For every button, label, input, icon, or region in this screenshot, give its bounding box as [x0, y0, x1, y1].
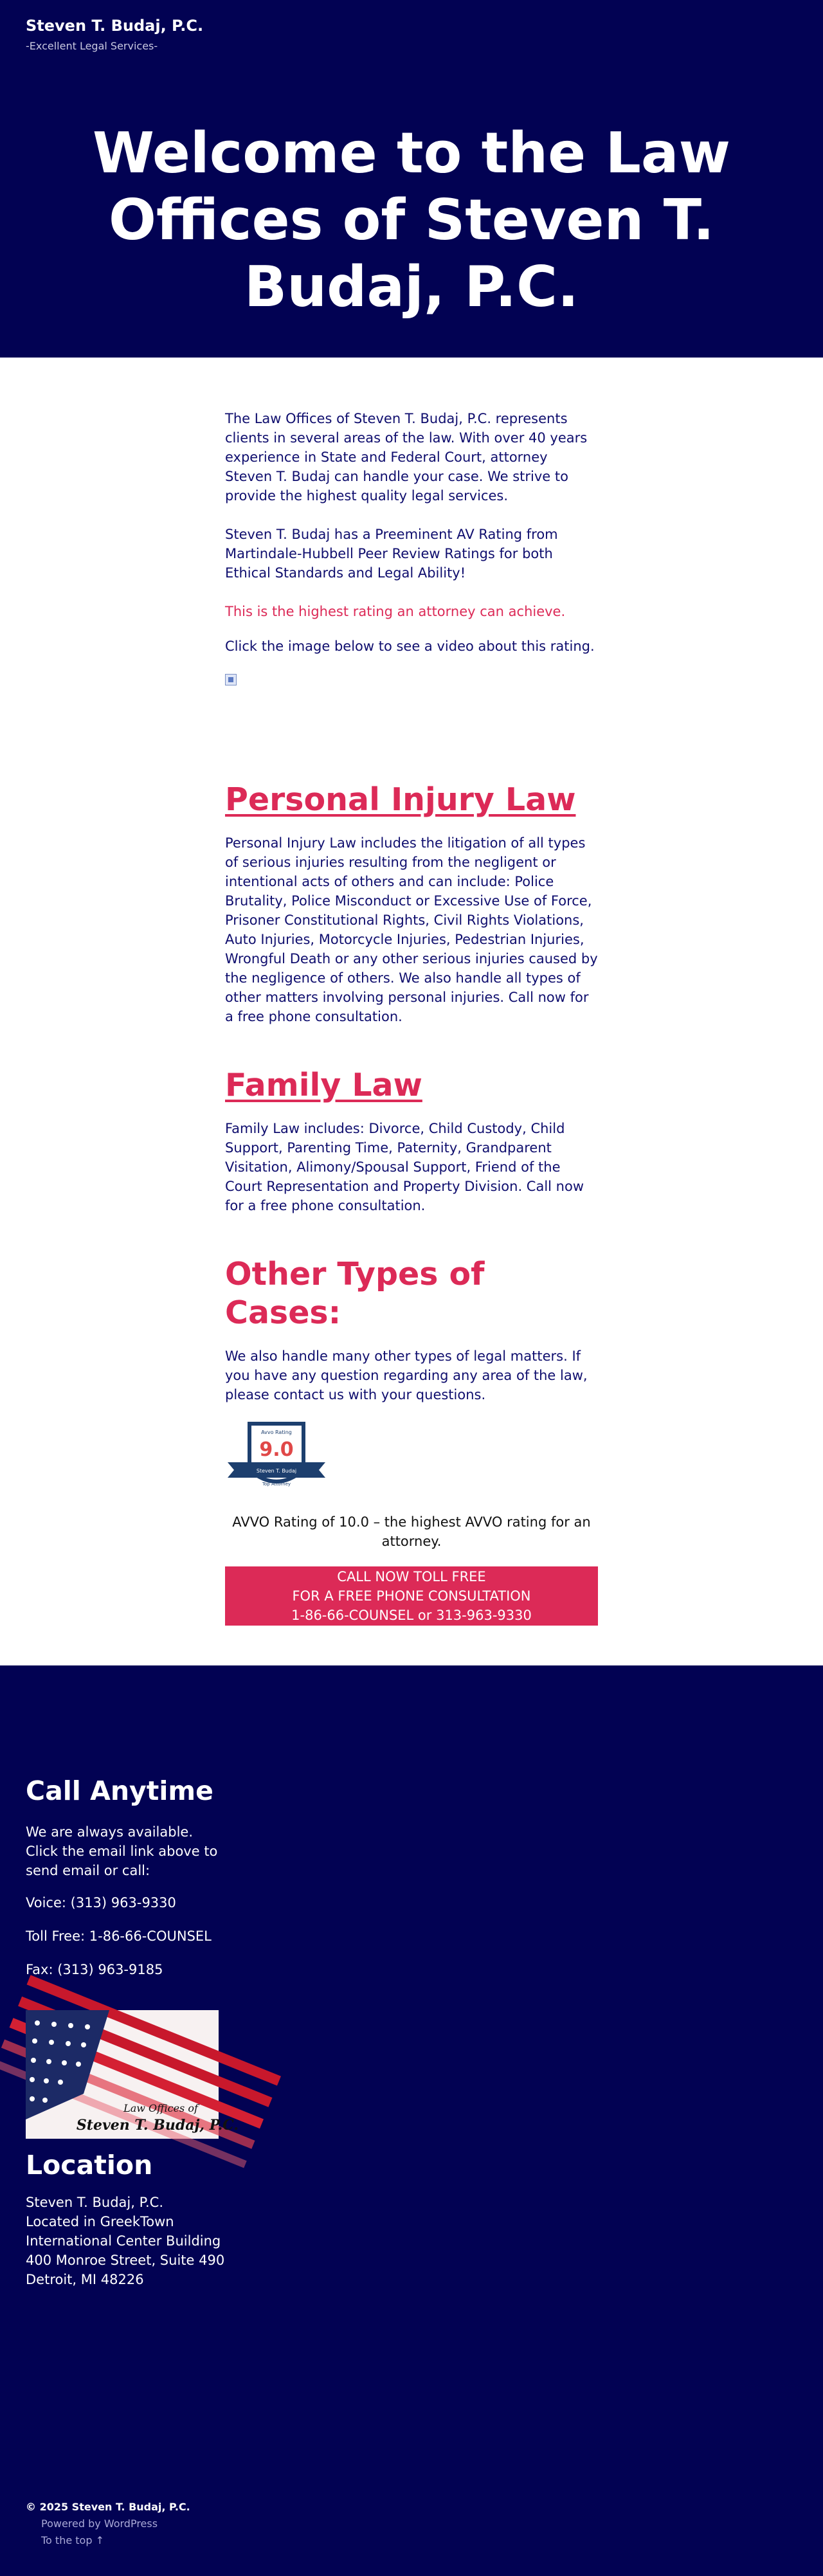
- hero-title: Welcome to the Law Offices of Steven T. Budaj, P.C.: [93, 120, 730, 320]
- family-law-title: Family Law: [225, 1067, 422, 1103]
- avvo-badge-top-text: Avvo Rating: [261, 1429, 292, 1435]
- logo-line-1: Law Offices of: [123, 2102, 198, 2114]
- call-line-1: We are always available.: [26, 1824, 194, 1840]
- avvo-shield-icon: [225, 1420, 328, 1497]
- site-title-link[interactable]: Steven T. Budaj, P.C.: [26, 17, 204, 35]
- site-tagline: -Excellent Legal Services-: [26, 40, 158, 52]
- site-header: [0, 0, 823, 358]
- address-line-4: 400 Monroe Street, Suite 490: [26, 2253, 225, 2268]
- av-rating-paragraph: Steven T. Budaj has a Preeminent AV Rating from Martindale-Hubbell Peer Review Ratings for both Ethical Standards and Legal Ability!: [225, 527, 558, 581]
- avvo-badge-score: 9.0: [259, 1438, 294, 1461]
- address-block: [26, 2193, 244, 2289]
- location-title: Location: [26, 2150, 153, 2181]
- address-line-1: Steven T. Budaj, P.C.: [26, 2195, 164, 2210]
- cta-line-3: 1-86-66-COUNSEL or 313-963-9330: [291, 1608, 532, 1623]
- powered-by-wordpress-link[interactable]: Powered by WordPress: [41, 2517, 158, 2530]
- cta-line-1: CALL NOW TOLL FREE: [337, 1569, 486, 1584]
- american-flag-icon: [26, 2010, 239, 2139]
- family-law-body: Family Law includes: Divorce, Child Custody, Child Support, Parenting Time, Paternity, Grandparent Visitation, Alimony/Spousal Support, Friend of the Court Representation and Property Division. Call now for a free phone consultation.: [225, 1121, 584, 1213]
- other-cases-body: We also handle many other types of legal matters. If you have any question regarding any area of the law, please contact us with your questions.: [225, 1348, 588, 1402]
- site-info: [26, 2499, 190, 2549]
- call-anytime-title: Call Anytime: [26, 1775, 213, 1806]
- address-line-5: Detroit, MI 48226: [26, 2272, 144, 2287]
- personal-injury-title: Personal Injury Law: [225, 781, 576, 818]
- avvo-badge-name: Steven T. Budaj: [256, 1468, 297, 1474]
- broken-image-icon: [225, 674, 237, 685]
- logo-line-2: Steven T. Budaj, P.C.: [76, 2117, 239, 2134]
- location-widget: [26, 2149, 244, 2303]
- site-footer: [0, 1665, 823, 2576]
- call-anytime-widget: [26, 1775, 244, 2139]
- rating-video-image-link[interactable]: [225, 671, 598, 685]
- call-availability-text: [26, 1822, 244, 1880]
- other-cases-title: Other Types of Cases:: [225, 1256, 485, 1331]
- call-line-2: Click the email link above to send email or call:: [26, 1844, 218, 1878]
- back-to-top-link[interactable]: To the top ↑: [41, 2534, 104, 2546]
- video-instruction: Click the image below to see a video about this rating.: [225, 639, 595, 654]
- address-line-2: Located in GreekTown: [26, 2214, 174, 2229]
- avvo-badge-ribbon: Top Attorney: [262, 1482, 291, 1487]
- highest-rating-note: This is the highest rating an attorney can achieve.: [225, 604, 566, 619]
- law-office-flag-image: [26, 2010, 239, 2139]
- avvo-caption: AVVO Rating of 10.0 – the highest AVVO rating for an attorney.: [232, 1514, 591, 1549]
- call-now-button[interactable]: [225, 1566, 598, 1626]
- voice-number: Voice: (313) 963-9330: [26, 1895, 176, 1910]
- personal-injury-body: Personal Injury Law includes the litigation of all types of serious injuries resulting from the negligent or intentional acts of others and can include: Police Brutality, Police Misconduct or Excessive Use of Force, Prisoner Constitutional Rights, Civil Rights Violations, Auto Injuries, Motorcycle Injuries, Pedestrian Injuries, Wrongful Death or any other serious injuries caused by the negligence of others. We also handle all types of other matters involving personal injuries. Call now for a free phone consultation.: [225, 835, 598, 1024]
- tollfree-number: Toll Free: 1-86-66-COUNSEL: [26, 1928, 212, 1944]
- main-content: [225, 409, 598, 1626]
- avvo-badge[interactable]: [225, 1420, 328, 1497]
- intro-paragraph: The Law Offices of Steven T. Budaj, P.C. represents clients in several areas of the law. With over 40 years experience in State and Federal Court, attorney Steven T. Budaj can handle your case. We strive to provide the highest quality legal services.: [225, 411, 588, 503]
- copyright-text: © 2025 Steven T. Budaj, P.C.: [26, 2501, 190, 2513]
- address-line-3: International Center Building: [26, 2233, 221, 2249]
- fax-number: Fax: (313) 963-9185: [26, 1962, 163, 1977]
- cta-line-2: FOR A FREE PHONE CONSULTATION: [292, 1588, 531, 1604]
